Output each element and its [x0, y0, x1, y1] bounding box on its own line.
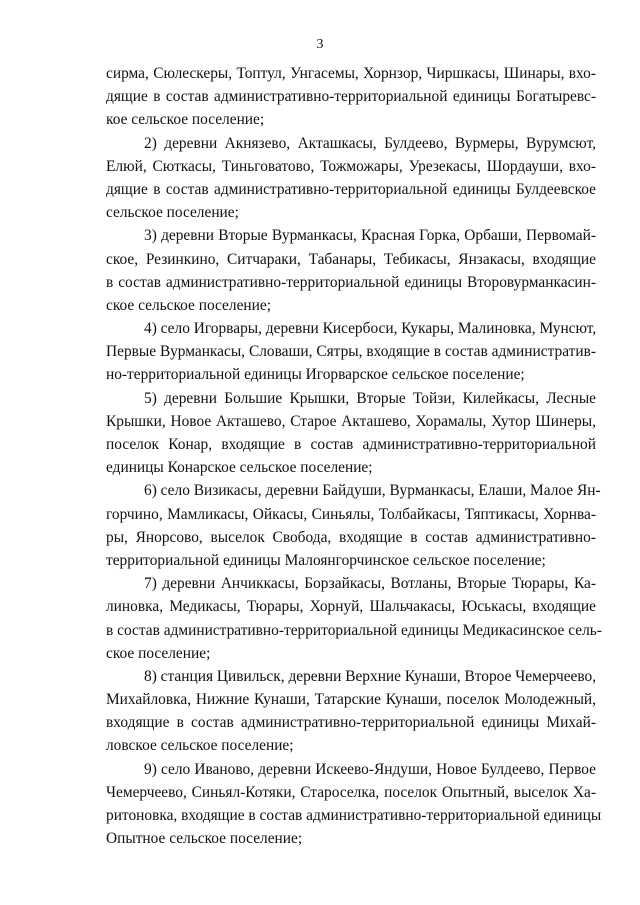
text-line: Михайловка, Нижние Кунаши, Татарские Кунаши, поселок Молодежный,	[106, 691, 596, 709]
text-line: дящие в состав административно-территориальной единицы Булдеевское	[106, 180, 596, 198]
text-line: ское поселение;	[106, 644, 211, 662]
text-line: Чемерчеево, Синьял-Котяки, Староселка, поселок Опытный, выселок Ха-	[106, 783, 596, 801]
text-line: Крышки, Новое Акташево, Старое Акташево, Хорамалы, Хутор Шинеры,	[106, 412, 596, 430]
text-line: Первые Вурманкасы, Словаши, Сятры, входящие в состав административ-	[106, 343, 596, 361]
text-line: Опытное сельское поселение;	[106, 830, 303, 848]
text-line: линовка, Медикасы, Тюрары, Хорнуй, Шальчакасы, Юськасы, входящие	[106, 598, 596, 616]
text-line: ское, Резинкино, Ситчараки, Табанары, Тебикасы, Янзакасы, входящие	[106, 250, 596, 268]
text-line: Елюй, Сюткасы, Тиньговатово, Тожможары, Урезекасы, Шордауши, вхо-	[106, 157, 596, 175]
paragraph-first-line: 8) станция Цивильск, деревни Верхние Кунаши, Второе Чемерчеево,	[144, 667, 597, 685]
text-line: ское сельское поселение;	[106, 296, 271, 314]
text-line: ритоновка, входящие в состав административно-территориальной единицы	[106, 807, 602, 824]
text-line: поселок Конар, входящие в состав административно-территориальной	[106, 436, 596, 453]
paragraph-first-line: 7) деревни Анчиккасы, Борзайкасы, Вотланы, Вторые Тюрары, Ка-	[144, 575, 596, 593]
text-line: в состав административно-территориальной единицы Медикасинское сель-	[106, 621, 602, 639]
paragraph-first-line: 2) деревни Акнязево, Акташкасы, Булдеево, Вурмеры, Вурумсют,	[144, 134, 596, 152]
text-line: сельское поселение;	[106, 204, 239, 222]
text-line: кое сельское поселение;	[106, 111, 265, 129]
text-line: единицы Конарское сельское поселение;	[106, 459, 373, 477]
text-line: но-территориальной единицы Игорварское сельское поселение;	[106, 366, 525, 384]
text-line: дящие в состав административно-территориальной единицы Богатыревс-	[106, 88, 596, 106]
paragraph-first-line: 3) деревни Вторые Вурманкасы, Красная Горка, Орбаши, Первомай-	[144, 227, 596, 245]
paragraph-first-line: 6) село Визикасы, деревни Байдуши, Вурманкасы, Елаши, Малое Ян-	[144, 482, 601, 500]
page-number: 3	[316, 37, 324, 52]
paragraph-first-line: 9) село Иваново, деревни Искеево-Яндуши, Новое Булдеево, Первое	[144, 760, 596, 778]
text-line: ры, Янорсово, выселок Свобода, входящие в состав административно-	[106, 528, 596, 546]
paragraph-first-line: 5) деревни Большие Крышки, Вторые Тойзи, Килейкасы, Лесные	[144, 389, 596, 407]
text-line: горчино, Мамликасы, Ойкасы, Синьялы, Толбайкасы, Тяптикасы, Хорнва-	[106, 505, 596, 523]
text-line: входящие в состав административно-территориальной единицы Михай-	[106, 714, 596, 732]
text-line: территориальной единицы Малоянгорчинское сельское поселение;	[106, 551, 546, 569]
text-line: сирма, Сюлескеры, Топтул, Унгасемы, Хорнзор, Чиршкасы, Шинары, вхо-	[106, 65, 596, 82]
text-line: в состав административно-территориальной единицы Второвурманкасин-	[106, 273, 596, 291]
paragraph-first-line: 4) село Игорвары, деревни Кисербоси, Кукары, Малиновка, Мунсют,	[144, 320, 597, 338]
document-body	[106, 62, 602, 850]
text-line: ловское сельское поселение;	[106, 737, 294, 755]
